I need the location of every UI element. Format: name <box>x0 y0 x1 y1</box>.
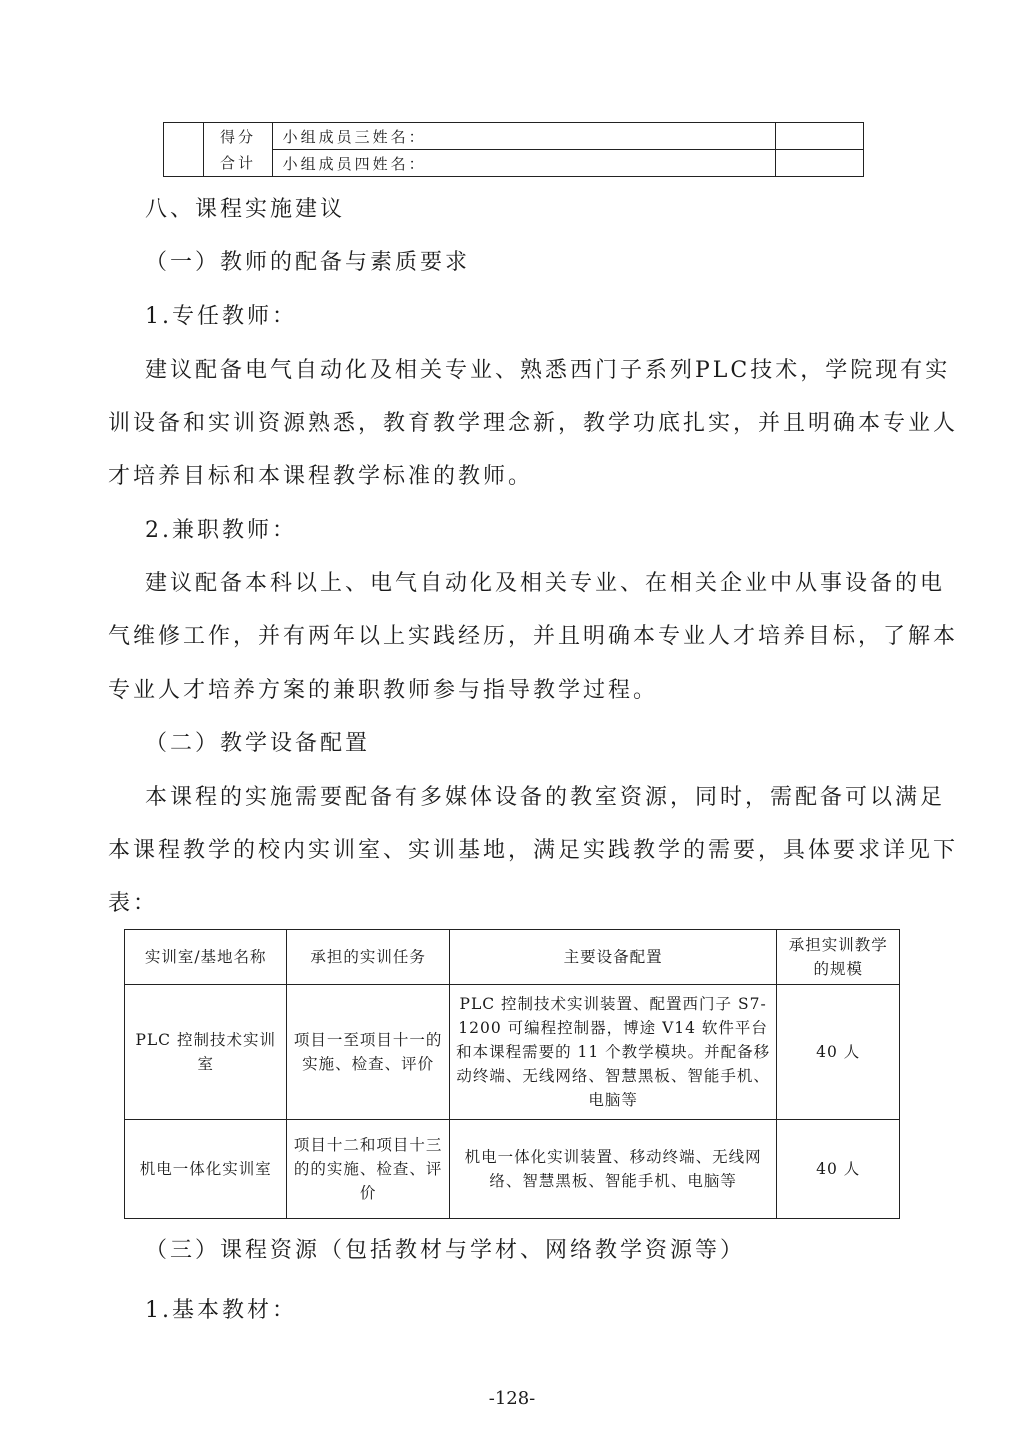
lab-equipment-cell: PLC 控制技术实训装置、配置西门子 S7-1200 可编程控制器，博途 V14 软件平台和本课程需要的 11 个教学模块。并配备移动终端、无线网络、智慧黑板、智能手机、电脑等 <box>449 985 777 1120</box>
lab-equipment-table <box>124 929 900 1219</box>
paragraph-line: 本课程的实施需要配备有多媒体设备的教室资源，同时，需配备可以满足 <box>145 785 946 810</box>
paragraph-line: 才培养目标和本课程教学标准的教师。 <box>108 464 534 489</box>
paragraph-line: 建议配备电气自动化及相关专业、熟悉西门子系列PLC技术，学院现有实 <box>145 358 951 383</box>
item-title: 2.兼职教师： <box>145 518 297 543</box>
table-row <box>164 150 864 177</box>
table-row <box>125 1120 900 1219</box>
table-cell <box>776 123 864 150</box>
column-header: 主要设备配置 <box>449 930 777 985</box>
table-cell <box>164 123 204 177</box>
member-name-field: 小组成员四姓名： <box>272 150 776 177</box>
paragraph-line: 建议配备本科以上、电气自动化及相关专业、在相关企业中从事设备的电 <box>145 571 946 596</box>
page-number: -128- <box>488 1388 536 1409</box>
subsection-heading: （三）课程资源（包括教材与学材、网络教学资源等） <box>145 1238 746 1263</box>
table-row <box>125 985 900 1120</box>
column-header: 承担的实训任务 <box>287 930 449 985</box>
lab-tasks-cell: 项目一至项目十一的实施、检查、评价 <box>287 985 449 1120</box>
table-row <box>164 123 864 150</box>
lab-name-cell: PLC 控制技术实训室 <box>125 985 287 1120</box>
lab-equipment-cell: 机电一体化实训装置、移动终端、无线网络、智慧黑板、智能手机、电脑等 <box>449 1120 777 1219</box>
paragraph-line: 专业人才培养方案的兼职教师参与指导教学过程。 <box>108 678 659 703</box>
paragraph-line: 气维修工作，并有两年以上实践经历，并且明确本专业人才培养目标，了解本 <box>108 624 959 649</box>
lab-scale-cell: 40 人 <box>777 1120 900 1219</box>
column-header: 承担实训教学的规模 <box>777 930 900 985</box>
item-title: 1.专任教师： <box>145 304 297 329</box>
score-table <box>163 122 864 177</box>
member-name-field: 小组成员三姓名： <box>272 123 776 150</box>
subsection-heading: （一）教师的配备与素质要求 <box>145 250 471 275</box>
table-cell <box>776 150 864 177</box>
table-header-row <box>125 930 900 985</box>
section-heading: 八、课程实施建议 <box>145 197 346 222</box>
paragraph-line: 本课程教学的校内实训室、实训基地，满足实践教学的需要，具体要求详见下 <box>108 838 959 863</box>
lab-name-cell: 机电一体化实训室 <box>125 1120 287 1219</box>
item-title: 1.基本教材： <box>145 1298 297 1323</box>
lab-scale-cell: 40 人 <box>777 985 900 1120</box>
lab-tasks-cell: 项目十二和项目十三的的实施、检查、评价 <box>287 1120 449 1219</box>
paragraph-line: 表： <box>108 891 159 916</box>
paragraph-line: 训设备和实训资源熟悉，教育教学理念新，教学功底扎实，并且明确本专业人 <box>108 411 959 436</box>
subsection-heading: （二）教学设备配置 <box>145 731 371 756</box>
score-label: 得分 <box>204 123 272 150</box>
total-label: 合计 <box>204 150 272 177</box>
column-header: 实训室/基地名称 <box>125 930 287 985</box>
